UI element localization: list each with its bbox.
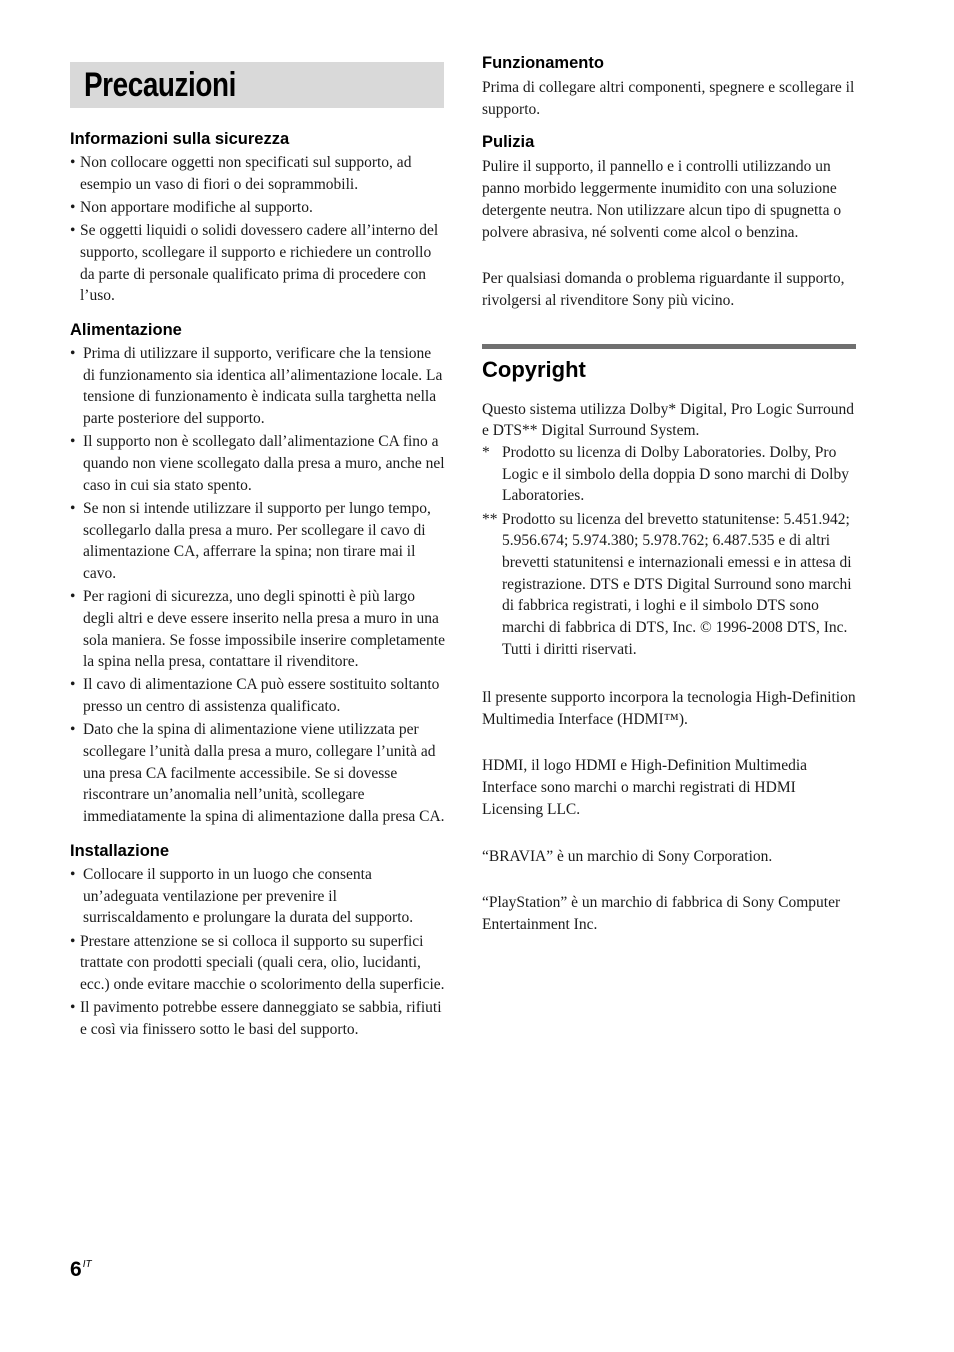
- list-item: • Dato che la spina di alimentazione viene utilizzata per scollegare l’unità dalla presa a muro, collegare l’unità ad una presa CA facilmente accessibile. Se si dovesse riscontrare un’anomalia nell’unità, scollegare immediatamente la spina di alimentazione dalla presa CA.: [70, 721, 445, 826]
- section-heading-alimentazione: Alimentazione: [70, 320, 182, 339]
- bullet-icon: •: [70, 676, 76, 694]
- list-item: • Prestare attenzione se si colloca il supporto su superfici trattate con prodotti speciali (quali cera, olio, lucidanti, ecc.) onde evitare macchie o scolorimento della superficie.: [70, 932, 445, 993]
- bullet-list-alimentazione: [70, 343, 446, 828]
- title-banner: [70, 62, 444, 108]
- bullet-icon: •: [70, 344, 76, 362]
- footnote-dolby: * Prodotto su licenza di Dolby Laboratories. Dolby, Pro Logic e il simbolo della doppia D sono marchi di Dolby Laboratories.: [482, 444, 849, 505]
- list-item: • Prima di utilizzare il supporto, verificare che la tensione di funzionamento sia identica all’alimentazione locale. La tensione di funzionamento è indicata sulla targhetta nella parte posteriore del supporto.: [70, 344, 443, 428]
- hdmi-trademark-paragraph: HDMI, il logo HDMI e High-Definition Multimedia Interface sono marchi o marchi registrati di HDMI Licensing LLC.: [482, 757, 808, 818]
- bravia-paragraph: “BRAVIA” è un marchio di Sony Corporation.: [482, 847, 773, 865]
- page-number: $6^{IT}$: [70, 1258, 92, 1281]
- hdmi-paragraph: Il presente supporto incorpora la tecnologia High-Definition Multimedia Interface (HDMI™).: [482, 689, 856, 728]
- page-lang: IT: [82, 1259, 92, 1270]
- bullet-icon: •: [70, 433, 76, 451]
- bullet-icon: •: [70, 865, 76, 883]
- bullet-icon: •: [70, 932, 76, 950]
- copyright-intro: Questo sistema utilizza Dolby* Digital, Pro Logic Surround e DTS** Digital Surround System.: [482, 400, 854, 440]
- list-item: • Se oggetti liquidi o solidi dovessero cadere all’interno del supporto, scollegare il supporto e richiedere un controllo da parte di personale qualificato prima di procedere con l’uso.: [70, 222, 439, 305]
- section-heading-funzionamento: Funzionamento: [482, 54, 604, 72]
- section-divider: [482, 344, 856, 349]
- footnote-mark: *: [482, 444, 490, 462]
- list-item: • Collocare il supporto in un luogo che consenta un’adeguata ventilazione per prevenire il surriscaldamento e prolungare la durata del supporto.: [70, 865, 414, 927]
- footnote-mark: **: [482, 510, 498, 528]
- bullet-icon: •: [70, 999, 76, 1017]
- section-heading-sicurezza: Informazioni sulla sicurezza: [70, 130, 290, 148]
- right-column: [482, 52, 858, 936]
- list-item: • Il pavimento potrebbe essere danneggiato se sabbia, rifiuti e così via finissero sotto le basi del supporto.: [70, 999, 442, 1038]
- section-heading-installazione: Installazione: [70, 841, 170, 860]
- funzionamento-text: Prima di collegare altri componenti, spegnere e scollegare il supporto.: [482, 79, 855, 118]
- list-item: • Se non si intende utilizzare il supporto per lungo tempo, scollegarlo dalla presa a muro. Per scollegare il cavo di alimentazione CA, afferrare la spina; non tirare mai il cavo.: [70, 499, 431, 582]
- section-heading-pulizia: Pulizia: [482, 133, 535, 152]
- bullet-list-sicurezza: [70, 152, 446, 307]
- bullet-icon: •: [70, 198, 76, 216]
- bullet-icon: •: [70, 154, 76, 171]
- bullet-icon: •: [70, 588, 76, 606]
- pulizia-text: Pulire il supporto, il pannello e i controlli utilizzando un panno morbido leggermente inumidito con una soluzione detergente neutra. Non utilizzare alcun tipo di spugnetta o polvere abrasiva, né solventi come alcol o benzina.: [482, 158, 842, 241]
- left-column: [70, 62, 446, 1042]
- page-title: Precauzioni: [84, 65, 236, 104]
- bullet-list-installazione-cont: [70, 931, 446, 1041]
- pulizia-contact-text: Per qualsiasi domanda o problema riguardante il supporto, rivolgersi al rivenditore Sony più vicino.: [482, 270, 845, 309]
- bullet-icon: •: [70, 721, 76, 739]
- list-item: • Non collocare oggetti non specificati sul supporto, ad esempio un vaso di fiori o dei soprammobili.: [70, 154, 412, 193]
- playstation-paragraph: “PlayStation” è un marchio di fabbrica di Sony Computer Entertainment Inc.: [482, 894, 841, 933]
- list-item: • Il cavo di alimentazione CA può essere sostituito soltanto presso un centro di assistenza qualificato.: [70, 676, 440, 716]
- copyright-heading: Copyright: [482, 356, 586, 382]
- bullet-icon: •: [70, 222, 76, 240]
- bullet-icon: •: [70, 499, 76, 517]
- list-item: • Per ragioni di sicurezza, uno degli spinotti è più largo degli altri e deve essere inserito nella presa a muro in una sola maniera. Se fosse impossibile inserire completamente la spina nella presa, contattare il rivenditore.: [70, 588, 445, 671]
- footnote-dts: ** Prodotto su licenza del brevetto statunitense: 5.451.942; 5.956.674; 5.974.380; 5.978.762; 6.487.535 e di altri brevetti statunitensi e internazionali emessi e in attesa di registrazione. DTS e DTS Digital Surround sono marchi di fabbrica registrati, i loghi e il simbolo DTS sono marchi di fabbrica di DTS, Inc. © 1996-2008 DTS, Inc. Tutti i diritti riservati.: [482, 510, 852, 658]
- list-item: • Il supporto non è scollegato dall’alimentazione CA fino a quando non viene scollegato dalla presa a muro, anche nel caso in cui sia stato spento.: [70, 433, 445, 494]
- list-item: • Non apportare modifiche al supporto.: [70, 197, 446, 219]
- bullet-list-installazione: [70, 864, 446, 929]
